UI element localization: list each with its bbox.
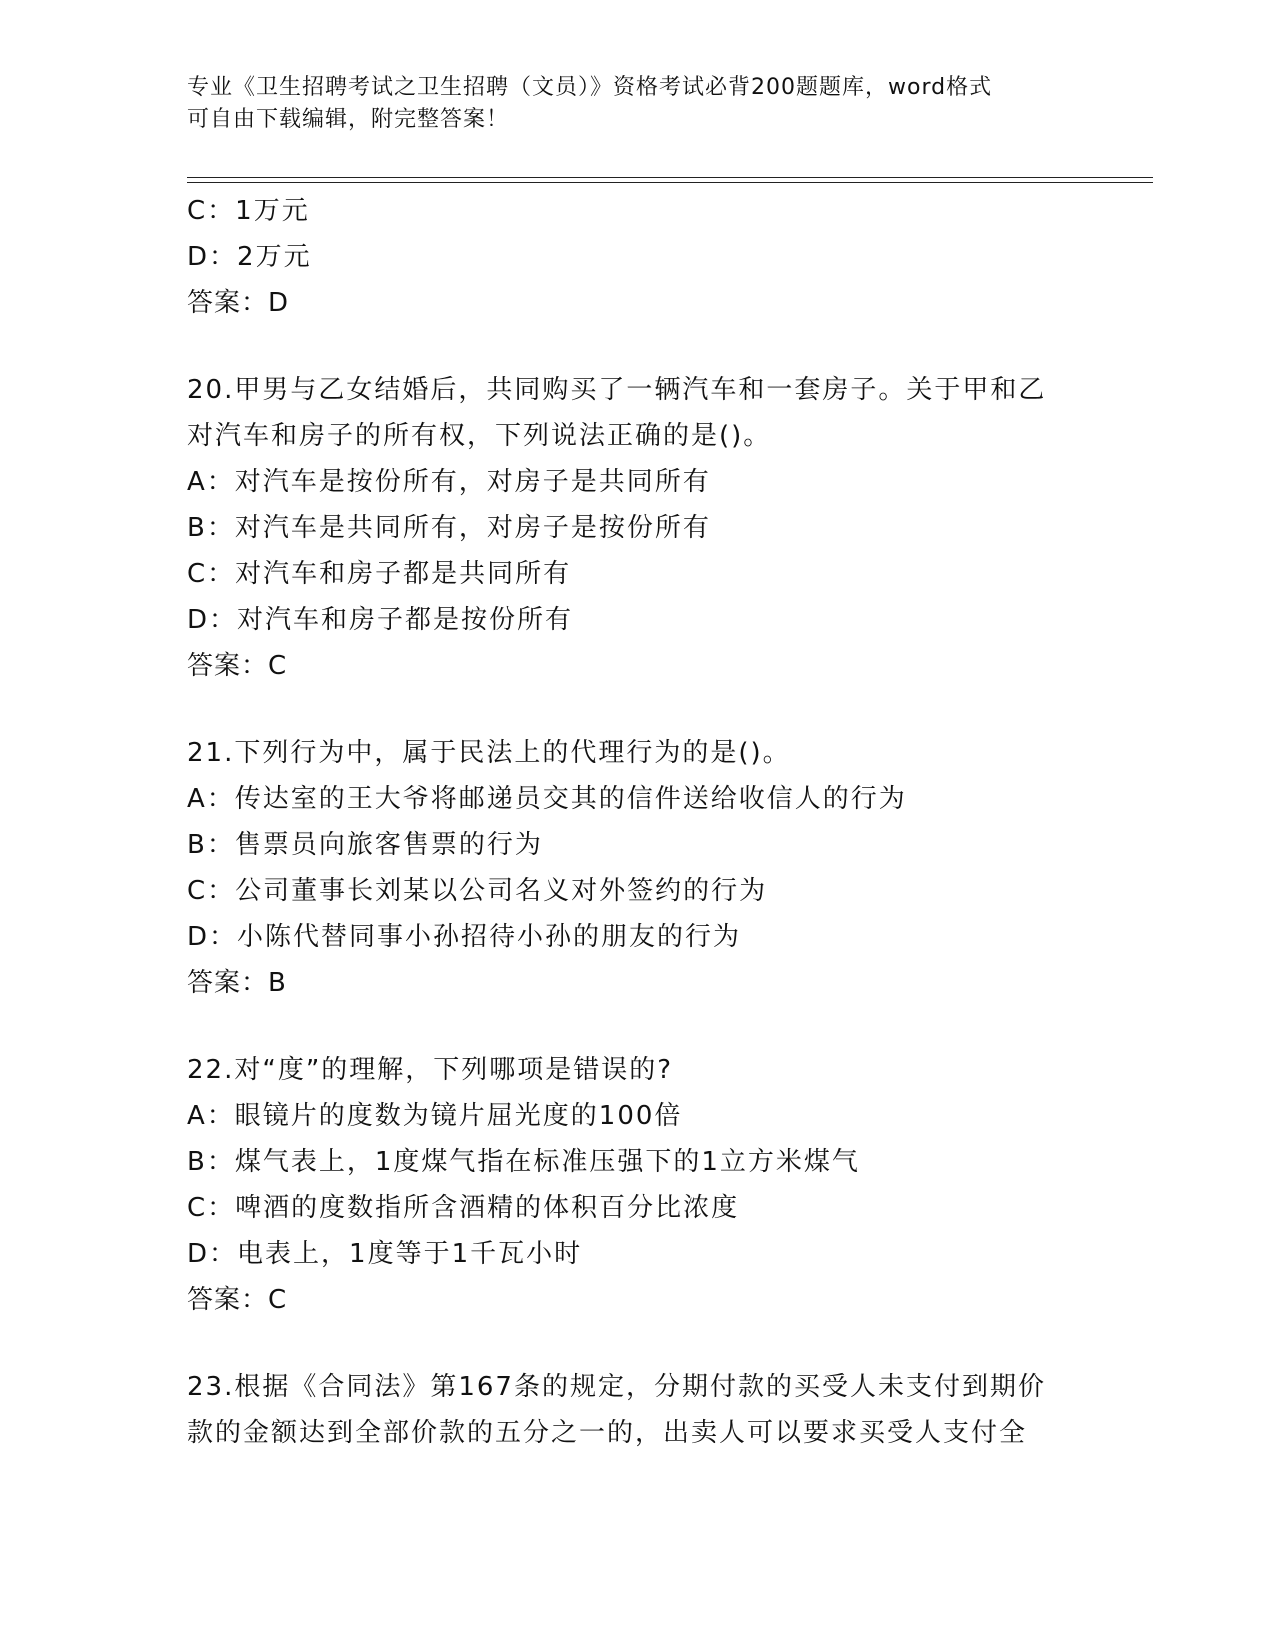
answer-line: 答案：B — [187, 968, 287, 998]
question-20 — [187, 367, 1087, 689]
document-header — [187, 72, 1067, 136]
option-d: D：2万元 — [187, 242, 312, 272]
header-title-line-1: 专业《卫生招聘考试之卫生招聘（文员）》资格考试必背200题题库，word格式 — [187, 75, 993, 100]
option-a: A：传达室的王大爷将邮递员交其的信件送给收信人的行为 — [187, 784, 907, 814]
option-d: D：对汽车和房子都是按份所有 — [187, 605, 574, 635]
question-21 — [187, 730, 1087, 1006]
question-22 — [187, 1047, 1087, 1323]
option-a: A：眼镜片的度数为镜片屈光度的100倍 — [187, 1101, 683, 1131]
option-d: D：电表上，1度等于1千瓦小时 — [187, 1239, 583, 1269]
question-list — [187, 188, 1087, 1456]
question-stem-line-2: 对汽车和房子的所有权，下列说法正确的是()。 — [187, 421, 772, 451]
option-c: C：啤酒的度数指所含酒精的体积百分比浓度 — [187, 1193, 740, 1223]
question-stem-line-1: 20.甲男与乙女结婚后，共同购买了一辆汽车和一套房子。关于甲和乙 — [187, 375, 1047, 405]
answer-line: 答案：D — [187, 288, 290, 318]
question-23 — [187, 1364, 1087, 1456]
question-stem-line-1: 21.下列行为中，属于民法上的代理行为的是()。 — [187, 738, 791, 768]
option-b: B：煤气表上，1度煤气指在标准压强下的1立方米煤气 — [187, 1147, 860, 1177]
header-divider-bottom — [187, 182, 1153, 183]
option-a: A：对汽车是按份所有，对房子是共同所有 — [187, 467, 711, 497]
question-19-tail — [187, 188, 1087, 326]
question-spacer — [187, 689, 1087, 730]
question-stem-line-2: 款的金额达到全部价款的五分之一的，出卖人可以要求买受人支付全 — [187, 1418, 1028, 1448]
answer-line: 答案：C — [187, 651, 288, 681]
option-c: C：对汽车和房子都是共同所有 — [187, 559, 572, 589]
header-divider-top — [187, 177, 1153, 178]
header-title-line-2: 可自由下载编辑，附完整答案！ — [187, 107, 510, 132]
question-spacer — [187, 326, 1087, 367]
option-c: C：公司董事长刘某以公司名义对外签约的行为 — [187, 876, 768, 906]
question-spacer — [187, 1323, 1087, 1364]
answer-line: 答案：C — [187, 1285, 288, 1315]
question-stem-line-1: 23.根据《合同法》第167条的规定，分期付款的买受人未支付到期价 — [187, 1372, 1046, 1402]
question-stem-line-1: 22.对“度”的理解，下列哪项是错误的? — [187, 1055, 674, 1085]
option-b: B：售票员向旅客售票的行为 — [187, 830, 543, 860]
question-spacer — [187, 1006, 1087, 1047]
option-c: C：1万元 — [187, 196, 310, 226]
option-d: D：小陈代替同事小孙招待小孙的朋友的行为 — [187, 922, 742, 952]
option-b: B：对汽车是共同所有，对房子是按份所有 — [187, 513, 711, 543]
